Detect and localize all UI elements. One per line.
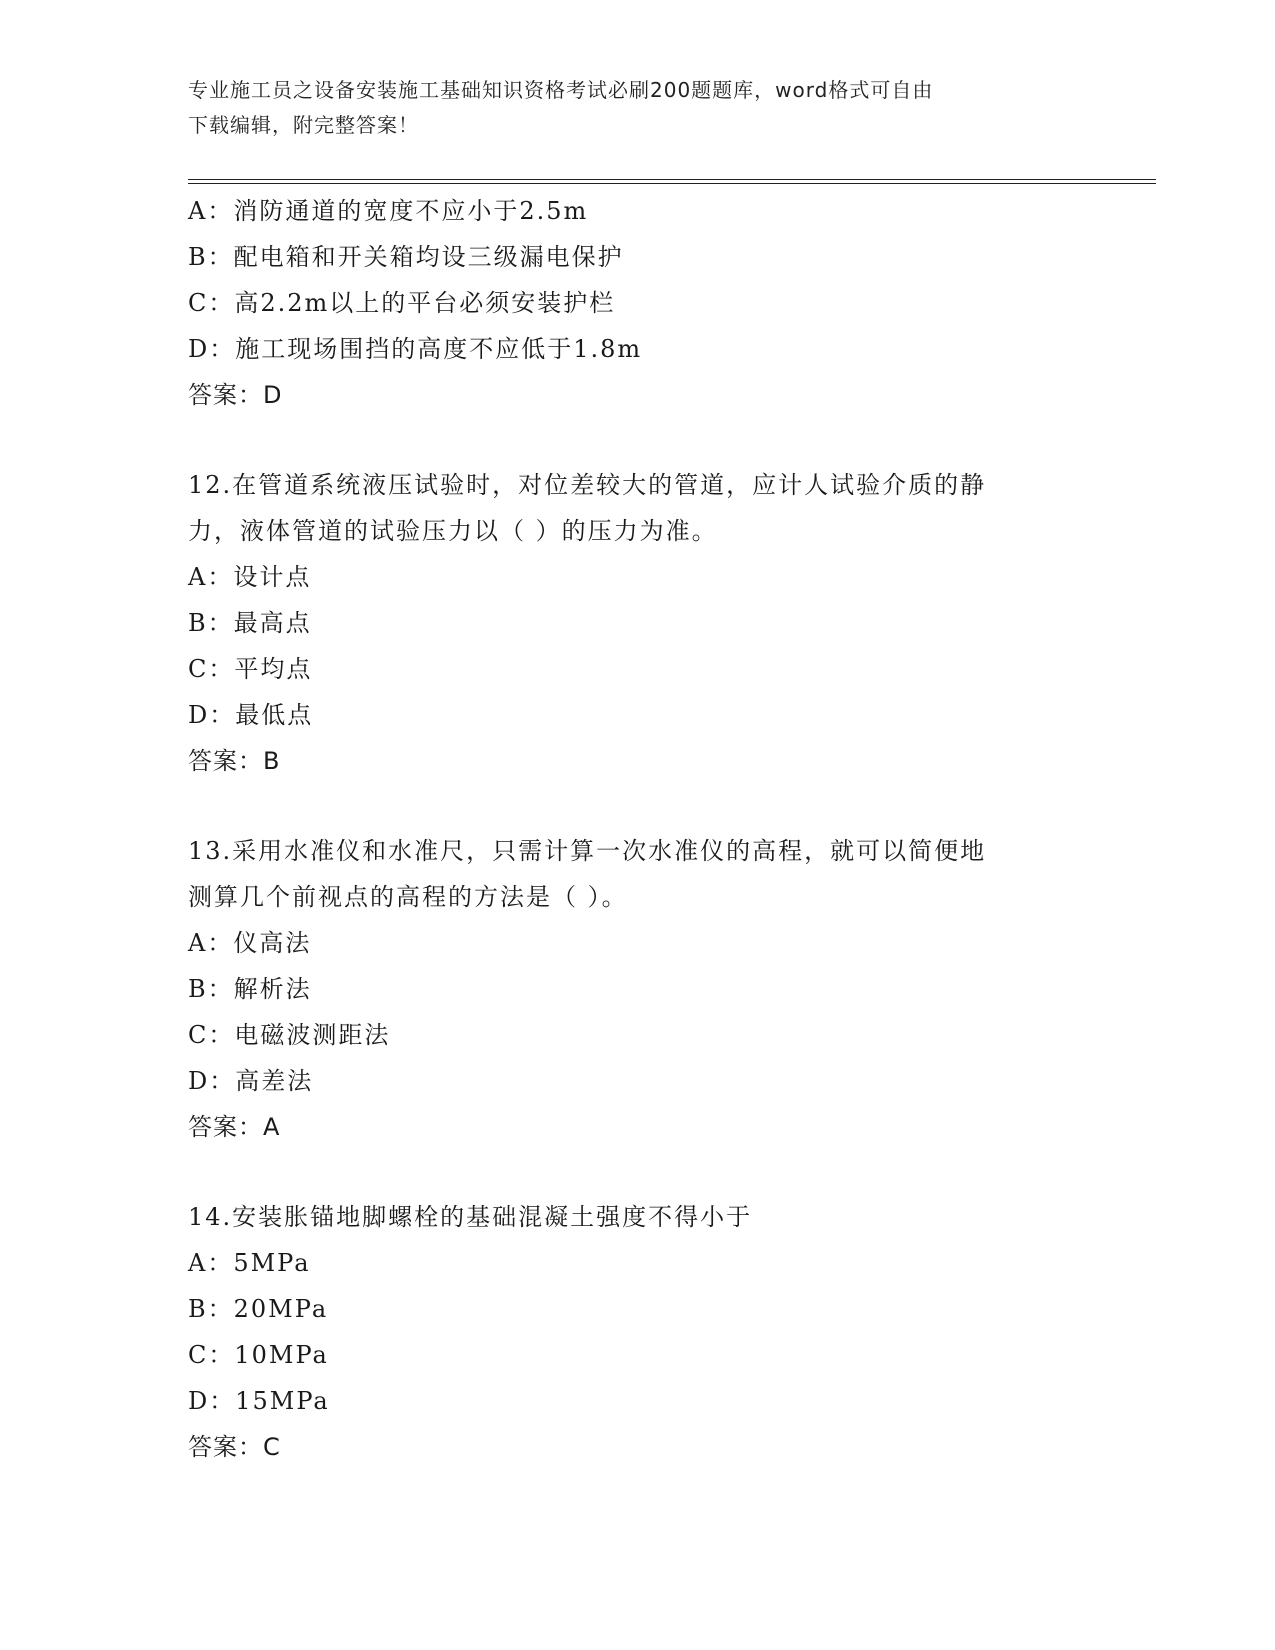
- question-text-line-2: 力，液体管道的试验压力以（ ）的压力为准。: [188, 517, 718, 545]
- question-text-line-2: 测算几个前视点的高程的方法是（ ）。: [188, 883, 628, 911]
- question-list: [188, 188, 1088, 1470]
- answer-label: 答案：B: [188, 747, 281, 775]
- spacer: [188, 418, 1088, 462]
- answer-label: 答案：D: [188, 381, 283, 409]
- spacer: [188, 784, 1088, 828]
- option-a: A：消防通道的宽度不应小于2.5m: [188, 197, 589, 225]
- question-text-line-1: 12.在管道系统液压试验时，对位差较大的管道，应计人试验介质的静: [188, 471, 987, 499]
- header-line-1: 专业施工员之设备安装施工基础知识资格考试必刷200题题库，word格式可自由: [188, 78, 934, 102]
- option-d: D：高差法: [188, 1067, 314, 1095]
- option-d: D：施工现场围挡的高度不应低于1.8m: [188, 335, 643, 363]
- option-d: D：最低点: [188, 701, 314, 729]
- option-b: B：解析法: [188, 975, 312, 1003]
- header-line-2: 下载编辑，附完整答案！: [188, 113, 419, 137]
- question-11: [188, 188, 1088, 418]
- document-header: [188, 73, 1088, 143]
- option-c: C：平均点: [188, 655, 313, 683]
- header-divider-bottom: [188, 183, 1156, 184]
- answer-label: 答案：C: [188, 1433, 281, 1461]
- option-a: A：设计点: [188, 563, 312, 591]
- option-b: B：20MPa: [188, 1295, 329, 1323]
- option-a: A：仪高法: [188, 929, 312, 957]
- option-a: A：5MPa: [188, 1249, 311, 1277]
- option-c: C：高2.2m以上的平台必须安装护栏: [188, 289, 616, 317]
- option-d: D：15MPa: [188, 1387, 330, 1415]
- question-text-line-1: 14.安装胀锚地脚螺栓的基础混凝土强度不得小于: [188, 1203, 753, 1231]
- option-b: B：配电箱和开关箱均设三级漏电保护: [188, 243, 624, 271]
- question-text-line-1: 13.采用水准仪和水准尺，只需计算一次水准仪的高程，就可以简便地: [188, 837, 987, 865]
- header-divider-top: [188, 179, 1156, 180]
- answer-label: 答案：A: [188, 1113, 281, 1141]
- option-b: B：最高点: [188, 609, 312, 637]
- question-12: [188, 462, 1088, 784]
- spacer: [188, 1150, 1088, 1194]
- question-13: [188, 828, 1088, 1150]
- question-14: [188, 1194, 1088, 1470]
- option-c: C：电磁波测距法: [188, 1021, 391, 1049]
- option-c: C：10MPa: [188, 1341, 329, 1369]
